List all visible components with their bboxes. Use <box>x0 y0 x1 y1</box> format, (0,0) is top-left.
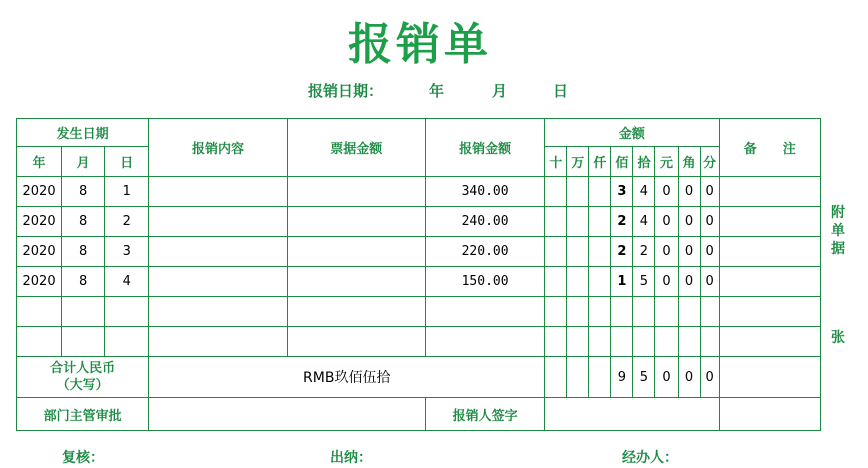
row-digit: 0 <box>678 267 700 297</box>
digit-header: 分 <box>700 147 719 177</box>
review-label: 复核： <box>62 450 104 466</box>
dept-approval-label: 部门主管审批 <box>17 398 149 431</box>
row-month: 8 <box>62 207 105 237</box>
row-day: 1 <box>105 177 149 207</box>
occur-date-header: 发生日期 <box>17 119 149 147</box>
row-content <box>149 237 287 267</box>
content-header: 报销内容 <box>149 119 287 177</box>
date-month-label: 月 <box>492 82 508 100</box>
row-year: 2020 <box>17 207 62 237</box>
row-digit <box>567 237 589 267</box>
date-label: 报销日期： <box>308 82 384 100</box>
total-digit: 5 <box>633 357 655 398</box>
digit-header: 角 <box>678 147 700 177</box>
row-claim-amount: 220.00 <box>425 237 544 267</box>
row-remarks <box>719 177 820 207</box>
reimburse-date-line <box>0 80 868 100</box>
total-digit: 9 <box>611 357 633 398</box>
ticket-amount-header: 票据金额 <box>287 119 425 177</box>
row-digit: 0 <box>700 177 719 207</box>
row-digit <box>589 177 611 207</box>
side-note-sheets: 张 <box>831 330 845 346</box>
row-ticket-amount <box>287 207 425 237</box>
row-digit <box>589 267 611 297</box>
side-note-attach: 附 <box>831 205 845 221</box>
day-header: 日 <box>105 147 149 177</box>
approval-row <box>17 398 821 431</box>
row-digit: 0 <box>700 237 719 267</box>
row-year: 2020 <box>17 177 62 207</box>
side-note-doc: 据 <box>831 241 845 257</box>
row-remarks <box>719 237 820 267</box>
row-year: 2020 <box>17 267 62 297</box>
total-digit <box>589 357 611 398</box>
date-day-label: 日 <box>553 82 569 100</box>
row-month: 8 <box>62 237 105 267</box>
total-digit: 0 <box>700 357 719 398</box>
row-digit: 5 <box>633 267 655 297</box>
row-digit: 0 <box>655 207 678 237</box>
row-digit: 0 <box>700 207 719 237</box>
digit-header: 佰 <box>611 147 633 177</box>
digit-header: 拾 <box>633 147 655 177</box>
total-label-line2: （大写） <box>56 378 109 393</box>
row-digit: 4 <box>633 207 655 237</box>
row-digit: 2 <box>611 237 633 267</box>
row-digit: 2 <box>611 207 633 237</box>
digit-header: 仟 <box>589 147 611 177</box>
row-claim-amount: 340.00 <box>425 177 544 207</box>
row-content <box>149 207 287 237</box>
total-digit <box>545 357 567 398</box>
cashier-label: 出纳： <box>330 450 372 466</box>
table-row <box>17 207 821 237</box>
amount-header: 金额 <box>545 119 719 147</box>
row-content <box>149 267 287 297</box>
row-claim-amount: 150.00 <box>425 267 544 297</box>
side-note-single: 单 <box>831 223 845 239</box>
digit-header: 万 <box>567 147 589 177</box>
footer-signatures <box>0 447 868 467</box>
total-digit: 0 <box>655 357 678 398</box>
row-digit <box>545 207 567 237</box>
row-remarks <box>719 207 820 237</box>
total-remarks <box>719 357 820 398</box>
row-digit: 0 <box>655 267 678 297</box>
reimbursement-table <box>16 118 821 431</box>
digit-header: 元 <box>655 147 678 177</box>
table-row <box>17 267 821 297</box>
row-ticket-amount <box>287 237 425 267</box>
row-digit <box>567 267 589 297</box>
table-row <box>17 177 821 207</box>
digit-header: 十 <box>545 147 567 177</box>
row-digit <box>545 237 567 267</box>
handler-label: 经办人： <box>622 450 678 466</box>
row-year: 2020 <box>17 237 62 267</box>
row-ticket-amount <box>287 267 425 297</box>
row-digit: 0 <box>678 207 700 237</box>
claim-amount-header: 报销金额 <box>425 119 544 177</box>
row-digit: 0 <box>655 177 678 207</box>
row-digit: 0 <box>678 177 700 207</box>
approval-remarks <box>719 398 820 431</box>
row-digit <box>589 237 611 267</box>
row-digit: 2 <box>633 237 655 267</box>
row-digit: 3 <box>611 177 633 207</box>
row-digit: 4 <box>633 177 655 207</box>
total-digit: 0 <box>678 357 700 398</box>
row-remarks <box>719 267 820 297</box>
total-uppercase-amount: RMB玖佰伍拾 <box>149 357 545 398</box>
signer-field <box>545 398 719 431</box>
page-title: 报销单 <box>348 19 492 70</box>
table-row <box>17 297 821 327</box>
month-header: 月 <box>62 147 105 177</box>
row-month: 8 <box>62 177 105 207</box>
row-digit <box>545 177 567 207</box>
row-digit <box>567 177 589 207</box>
year-header: 年 <box>17 147 62 177</box>
row-digit: 0 <box>678 237 700 267</box>
remarks-header: 备 注 <box>719 119 820 177</box>
row-digit <box>545 267 567 297</box>
row-digit: 1 <box>611 267 633 297</box>
row-day: 4 <box>105 267 149 297</box>
table-row <box>17 237 821 267</box>
row-digit: 0 <box>700 267 719 297</box>
date-year-label: 年 <box>429 82 445 100</box>
table-row <box>17 327 821 357</box>
row-day: 3 <box>105 237 149 267</box>
row-ticket-amount <box>287 177 425 207</box>
total-label <box>17 357 149 398</box>
signer-label: 报销人签字 <box>425 398 544 431</box>
row-claim-amount: 240.00 <box>425 207 544 237</box>
row-digit <box>589 207 611 237</box>
row-digit <box>567 207 589 237</box>
total-label-line1: 合计人民币 <box>50 361 116 376</box>
row-content <box>149 177 287 207</box>
row-month: 8 <box>62 267 105 297</box>
total-row <box>17 357 821 398</box>
dept-approval-field <box>149 398 426 431</box>
row-digit: 0 <box>655 237 678 267</box>
row-day: 2 <box>105 207 149 237</box>
total-digit <box>567 357 589 398</box>
